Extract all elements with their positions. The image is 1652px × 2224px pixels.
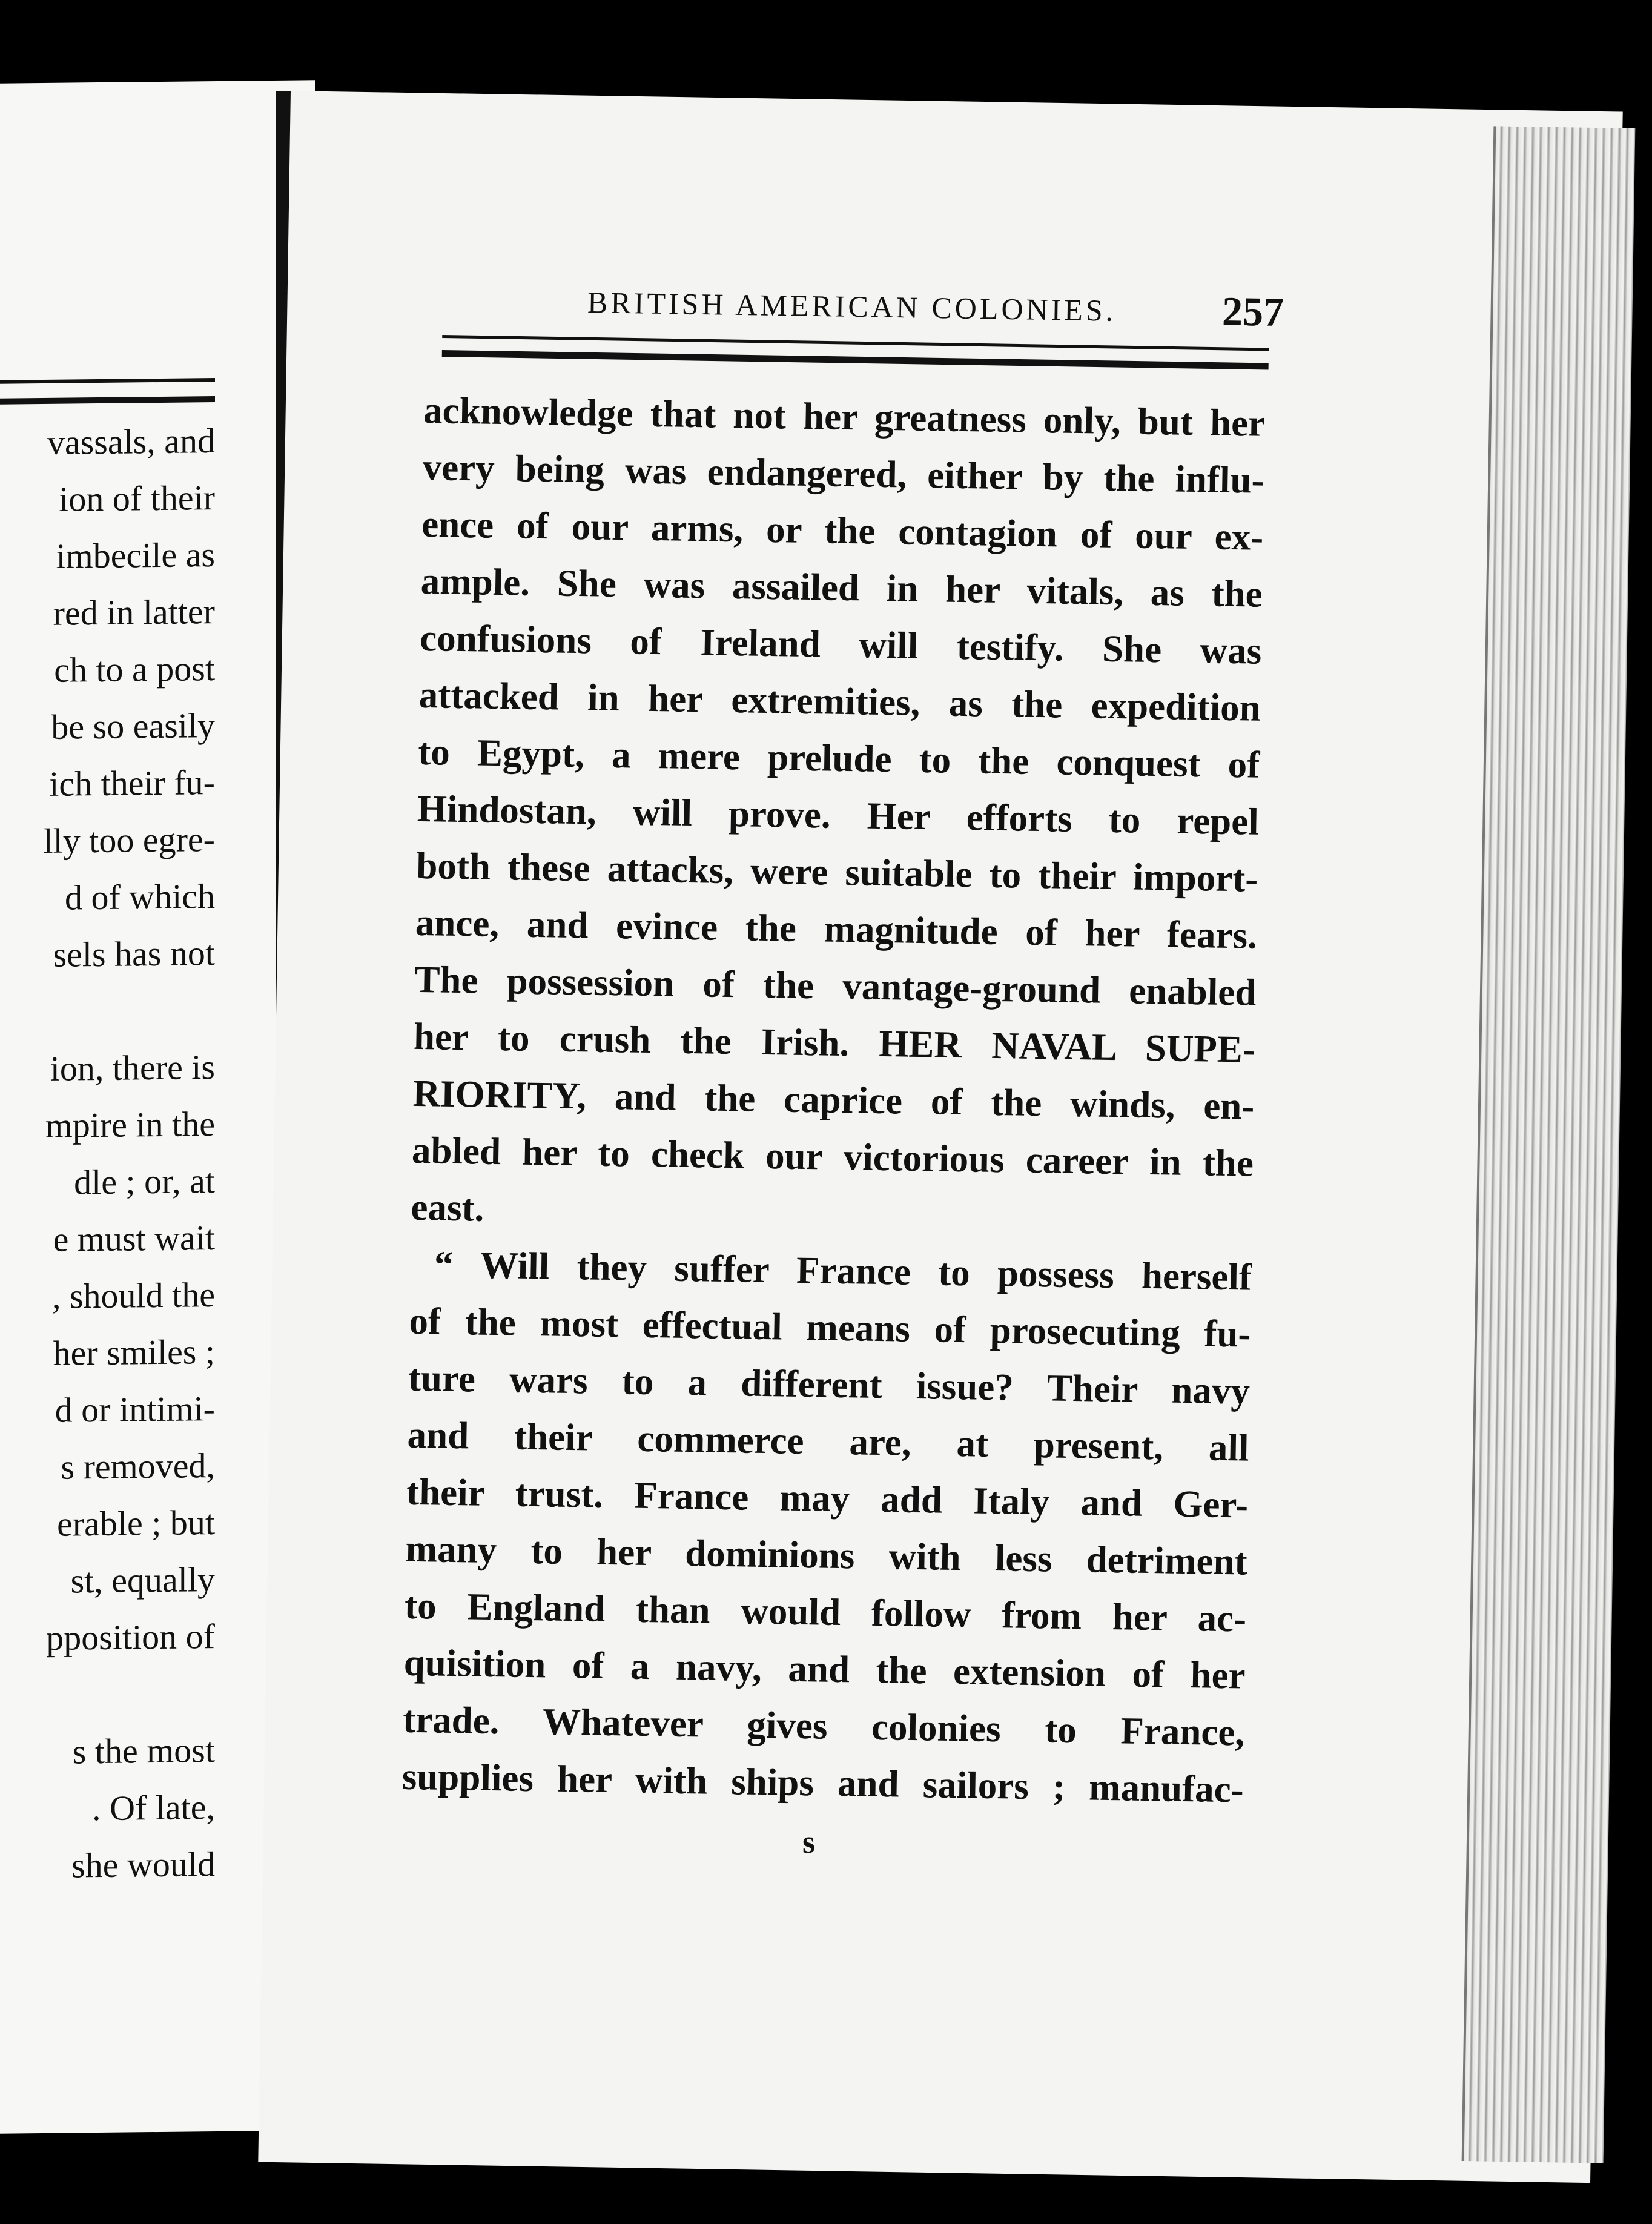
left-text-line: mpire in the bbox=[45, 1104, 215, 1145]
text-line: ture wars to a different issue? Their navy bbox=[408, 1356, 1251, 1412]
left-text-line: . Of late, bbox=[92, 1787, 215, 1829]
text-line: east. bbox=[411, 1185, 484, 1229]
text-line: Hindostan, will prove. Her efforts to repel bbox=[417, 787, 1260, 843]
text-line: ample. She was assailed in her vitals, as the bbox=[420, 559, 1263, 615]
left-text-line: ion of their bbox=[59, 478, 215, 519]
left-text-line: s the most bbox=[72, 1730, 215, 1772]
left-text-line: e must wait bbox=[53, 1218, 215, 1259]
left-text-line: be so easily bbox=[51, 706, 215, 747]
running-head: BRITISH AMERICAN COLONIES. bbox=[587, 285, 1117, 328]
text-line: acknowledge that not her greatness only, but her bbox=[423, 388, 1266, 445]
text-line: confusions of Ireland will testify. She was bbox=[419, 616, 1262, 672]
text-line: to England than would follow from her ac- bbox=[404, 1584, 1247, 1640]
text-line: and their commerce are, at present, all bbox=[407, 1413, 1250, 1469]
text-line: RIORITY, and the caprice of the winds, en- bbox=[412, 1071, 1255, 1128]
left-text-line: d or intimi- bbox=[55, 1389, 215, 1430]
left-text-line: her smiles ; bbox=[53, 1332, 215, 1373]
left-text-line: sels has not bbox=[53, 933, 215, 975]
left-text-line: pposition of bbox=[46, 1617, 215, 1658]
left-text-line: vassals, and bbox=[47, 421, 215, 462]
text-line: her to crush the Irish. HER NAVAL SUPE- bbox=[413, 1014, 1256, 1071]
left-header-rule bbox=[0, 378, 215, 405]
left-text-line: s removed, bbox=[61, 1446, 215, 1487]
left-text-line: imbecile as bbox=[56, 535, 215, 576]
text-line: ance, and evince the magnitude of her fears. bbox=[415, 901, 1258, 957]
text-line: supplies her with ships and sailors ; manufac- bbox=[401, 1755, 1244, 1811]
text-line: abled her to check our victorious career in the bbox=[411, 1128, 1254, 1185]
text-line: trade. Whatever gives colonies to France, bbox=[402, 1698, 1245, 1754]
text-line: to Egypt, a mere prelude to the conquest of bbox=[417, 730, 1260, 786]
left-text-line: st, equally bbox=[70, 1560, 215, 1601]
text-line: quisition of a navy, and the extension of her bbox=[403, 1641, 1246, 1697]
text-line: The possession of the vantage-ground enabled bbox=[414, 958, 1257, 1014]
left-text-line: lly too egre- bbox=[43, 819, 215, 861]
left-text-line: ch to a post bbox=[54, 649, 215, 690]
signature-mark: s bbox=[802, 1824, 816, 1860]
left-text-line: ion, there is bbox=[50, 1047, 215, 1088]
body-text bbox=[401, 382, 1266, 1818]
left-text-line: dle ; or, at bbox=[74, 1161, 215, 1202]
left-text-line: erable ; but bbox=[57, 1503, 215, 1544]
text-line: their trust. France may add Italy and Ger- bbox=[406, 1470, 1249, 1526]
text-line: of the most effectual means of prosecuting fu- bbox=[409, 1299, 1252, 1355]
left-text-line: red in latter bbox=[53, 592, 215, 633]
text-line: both these attacks, were suitable to their import- bbox=[415, 844, 1258, 900]
text-line: ence of our arms, or the contagion of our ex- bbox=[421, 502, 1264, 558]
left-text-line: d of which bbox=[64, 876, 215, 918]
left-text-line: she would bbox=[71, 1844, 215, 1885]
text-line: attacked in her extremities, as the expedition bbox=[418, 673, 1261, 729]
text-line: many to her dominions with less detriment bbox=[405, 1527, 1248, 1583]
page-number: 257 bbox=[1221, 288, 1284, 336]
left-page-text bbox=[0, 80, 315, 1885]
text-line: very being was endangered, either by the influ- bbox=[422, 445, 1265, 501]
left-text-line: ich their fu- bbox=[49, 763, 215, 804]
left-text-line: , should the bbox=[51, 1275, 215, 1316]
text-line: “ Will they suffer France to possess herself bbox=[434, 1243, 1252, 1299]
